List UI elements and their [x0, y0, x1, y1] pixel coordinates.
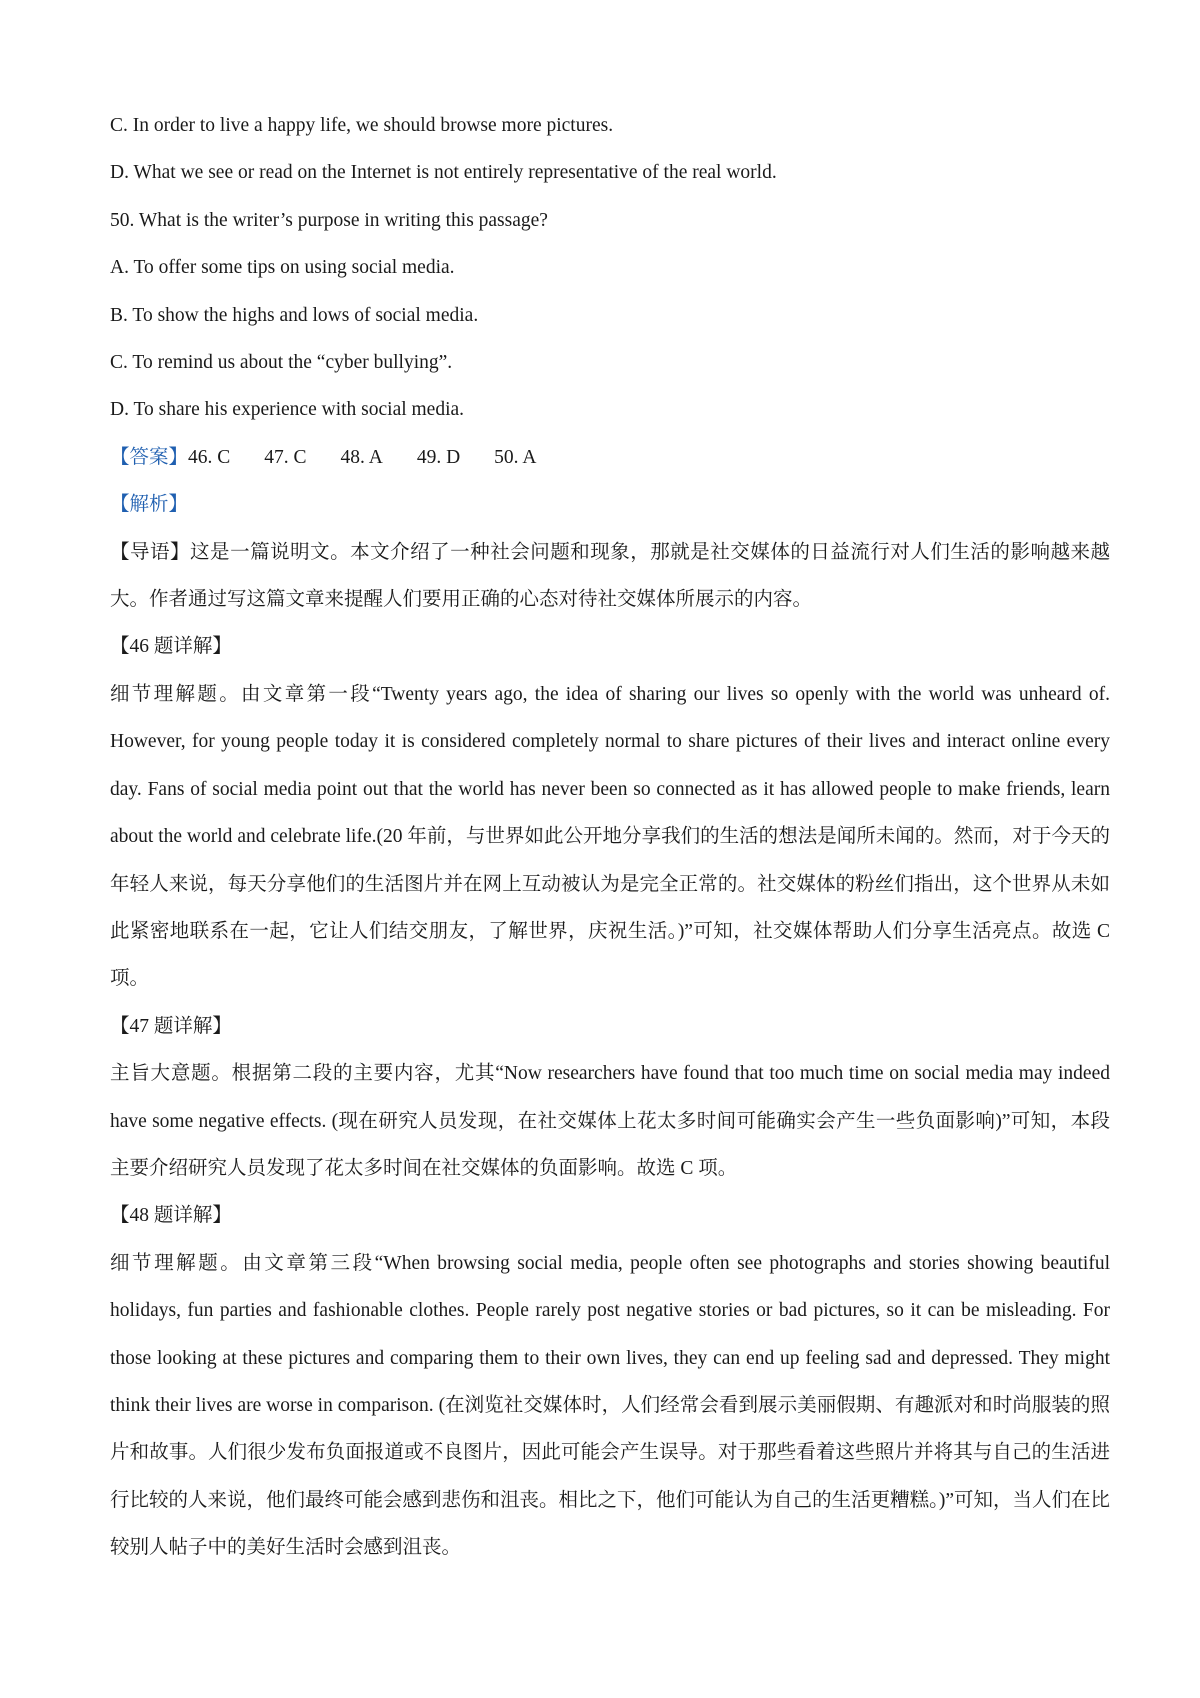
q46-explanation: 细节理解题。由文章第一段“Twenty years ago, the idea of sharing our lives so openly with the world was unheard of. However, for young people today it is considered completely normal to share pictures of their lives and interact online every day. Fans of social media point out that the world has never been so connected as it has allowed people to make friends, learn about the world and celebrate life.(20 年前，与世界如此公开地分享我们的生活的想法是闻所未闻的。然而，对于今天的年轻人来说，每天分享他们的生活图片并在网上互动被认为是完全正常的。社交媒体的粉丝们指出，这个世界从未如此紧密地联系在一起，它让人们结交朋友，了解世界，庆祝生活。)”可知，社交媒体帮助人们分享生活亮点。故选 C 项。	[110, 683, 1110, 990]
q50-option-b: B. To show the highs and lows of social media.	[110, 304, 479, 326]
analysis-line	[110, 481, 1110, 528]
q50-option-d: D. To share his experience with social media.	[110, 399, 465, 421]
analysis-tag: 【解析】	[110, 494, 189, 516]
answer-tag: 【答案】	[110, 446, 189, 468]
document-content	[110, 102, 1110, 1572]
answer-item: 50. A	[494, 446, 537, 468]
q47-heading: 【47 题详解】	[110, 1015, 232, 1037]
q46-heading: 【46 题详解】	[110, 636, 232, 658]
intro-text: 这是一篇说明文。本文介绍了一种社会问题和现象，那就是社交媒体的日益流行对人们生活的影响越来越大。作者通过写这篇文章来提醒人们要用正确的心态对待社交媒体所展示的内容。	[110, 541, 1110, 611]
q50-option-c: C. To remind us about the “cyber bullying”.	[110, 352, 453, 374]
q49-option-c: C. In order to live a happy life, we should browse more pictures.	[110, 115, 614, 136]
q50-option-a: A. To offer some tips on using social media.	[110, 257, 455, 279]
answer-item: 49. D	[416, 446, 461, 468]
intro-paragraph	[110, 529, 1110, 624]
answer-line	[110, 434, 1110, 481]
answer-item: 48. A	[340, 446, 383, 468]
q49-option-d: D. What we see or read on the Internet is not entirely representative of the real world.	[110, 162, 777, 184]
q50-question: 50. What is the writer’s purpose in writing this passage?	[110, 209, 548, 231]
answer-item: 47. C	[264, 446, 307, 468]
answer-item: 46. C	[188, 446, 231, 468]
intro-tag: 【导语】	[110, 541, 191, 563]
q47-explanation: 主旨大意题。根据第二段的主要内容，尤其“Now researchers have found that too much time on social media may indeed have some negative effects. (现在研究人员发现，在社交媒体上花太多时间可能确实会产生一些负面影响)”可知，本段主要介绍研究人员发现了花太多时间在社交媒体的负面影响。故选 C 项。	[110, 1063, 1110, 1179]
q48-explanation: 细节理解题。由文章第三段“When browsing social media, people often see photographs and stories showing beautiful holidays, fun parties and fashionable clothes. People rarely post negative stories or bad pictures, so it can be misleading. For those looking at these pictures and comparing them to their own lives, they can end up feeling sad and depressed. They might think their lives are worse in comparison. (在浏览社交媒体时，人们经常会看到展示美丽假期、有趣派对和时尚服装的照片和故事。人们很少发布负面报道或不良图片，因此可能会产生误导。对于那些看着这些照片并将其与自己的生活进行比较的人来说，他们最终可能会感到悲伤和沮丧。相比之下，他们可能认为自己的生活更糟糕。)”可知，当人们在比较别人帖子中的美好生活时会感到沮丧。	[110, 1252, 1110, 1559]
q48-heading: 【48 题详解】	[110, 1205, 232, 1227]
